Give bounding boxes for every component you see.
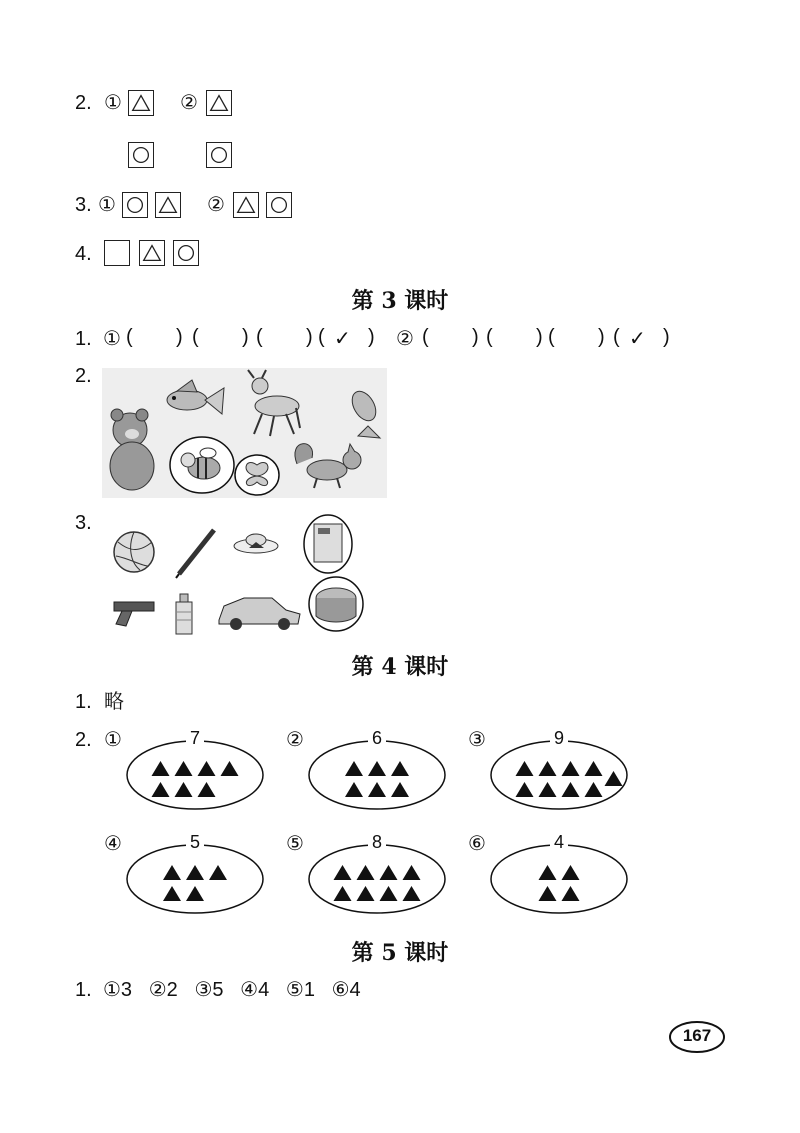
car-icon — [219, 598, 300, 630]
group-marker: ② — [286, 729, 304, 751]
group-marker: ① — [104, 729, 122, 751]
q3-marker-2: ② — [207, 194, 225, 216]
group-count: 7 — [186, 728, 204, 748]
q4-number: 4. — [75, 243, 92, 265]
group-count: 6 — [368, 728, 386, 748]
group-ellipse — [126, 844, 264, 914]
lesson3-q3-number: 3. — [75, 512, 92, 534]
group-marker: ④ — [104, 833, 122, 855]
empty-box — [104, 240, 130, 266]
circle-box — [128, 142, 154, 168]
objects-illustration — [104, 512, 366, 636]
group-ellipse — [490, 740, 628, 810]
circle-box — [122, 192, 148, 218]
box-in-circle-icon — [304, 515, 352, 573]
circle-icon — [207, 143, 231, 167]
group-count-label — [490, 726, 628, 750]
close-paren: ) — [176, 326, 183, 348]
circle-icon — [129, 143, 153, 167]
triangle-box — [233, 192, 259, 218]
q3-number: 3. — [75, 194, 92, 216]
circle-box — [206, 142, 232, 168]
check-mark: ✓ — [334, 328, 351, 350]
circle-icon — [267, 193, 291, 217]
q2-marker-1: ① — [104, 92, 122, 114]
lesson5-q1-answers: ①3 ②2 ③5 ④4 ⑤1 ⑥4 — [103, 979, 361, 1001]
q3-marker-1: ① — [98, 194, 116, 216]
group-count: 8 — [368, 832, 386, 852]
group-count-label — [490, 830, 628, 854]
group-count-label — [126, 830, 264, 854]
close-paren: ) — [306, 326, 313, 348]
triangle-box — [128, 90, 154, 116]
open-paren: ( — [256, 326, 263, 348]
group-ellipse — [126, 740, 264, 810]
circle-icon — [123, 193, 147, 217]
lesson3-q1-number: 1. — [75, 328, 92, 350]
close-paren: ) — [368, 326, 375, 348]
group-count: 5 — [186, 832, 204, 852]
lesson3-q2-number: 2. — [75, 365, 92, 387]
open-paren: ( — [422, 326, 429, 348]
triangle-icon — [156, 193, 180, 217]
group-count-label — [126, 726, 264, 750]
water-bottle-icon — [176, 594, 192, 634]
lesson5-q1-number: 1. — [75, 979, 92, 1001]
group-ellipse — [308, 740, 446, 810]
lesson-5-heading: 第 5 课时 — [351, 940, 449, 966]
circle-icon — [174, 241, 198, 265]
close-paren: ) — [536, 326, 543, 348]
group-count: 4 — [550, 832, 568, 852]
lesson4-q1-answer: 略 — [104, 691, 124, 713]
close-paren: ) — [242, 326, 249, 348]
animals-illustration — [102, 368, 387, 498]
triangle-box — [139, 240, 165, 266]
q2-number: 2. — [75, 92, 92, 114]
bee-icon — [170, 437, 234, 493]
lesson3-q1-marker-2: ② — [396, 328, 414, 350]
group-marker: ⑤ — [286, 833, 304, 855]
group-count-label — [308, 830, 446, 854]
lesson-3-heading: 第 3 课时 — [351, 288, 449, 314]
triangle-box — [155, 192, 181, 218]
close-paren: ) — [598, 326, 605, 348]
triangle-icon — [129, 91, 153, 115]
open-paren: ( — [126, 326, 133, 348]
q2-marker-2: ② — [180, 92, 198, 114]
hat-icon — [234, 534, 278, 553]
close-paren: ) — [663, 326, 670, 348]
pen-icon — [176, 530, 214, 578]
triangle-icon — [140, 241, 164, 265]
triangle-icon — [234, 193, 258, 217]
open-paren: ( — [318, 326, 325, 348]
lesson4-q1-number: 1. — [75, 691, 92, 713]
group-ellipse — [308, 844, 446, 914]
triangle-icon — [207, 91, 231, 115]
open-paren: ( — [613, 326, 620, 348]
triangle-box — [206, 90, 232, 116]
group-count: 9 — [550, 728, 568, 748]
open-paren: ( — [192, 326, 199, 348]
group-ellipse — [490, 844, 628, 914]
check-mark: ✓ — [629, 328, 646, 350]
group-marker: ③ — [468, 729, 486, 751]
lesson3-q1-marker-1: ① — [103, 328, 121, 350]
volleyball-icon — [114, 532, 154, 572]
circle-box — [173, 240, 199, 266]
open-paren: ( — [548, 326, 555, 348]
lesson-4-heading: 第 4 课时 — [351, 654, 449, 680]
page-number: 167 — [682, 1026, 712, 1045]
pistol-icon — [114, 602, 154, 626]
butterfly-icon — [235, 455, 279, 495]
group-count-label — [308, 726, 446, 750]
lesson4-q2-number: 2. — [75, 729, 92, 751]
close-paren: ) — [472, 326, 479, 348]
circle-box — [266, 192, 292, 218]
cake-in-circle-icon — [309, 577, 363, 631]
open-paren: ( — [486, 326, 493, 348]
group-marker: ⑥ — [468, 833, 486, 855]
